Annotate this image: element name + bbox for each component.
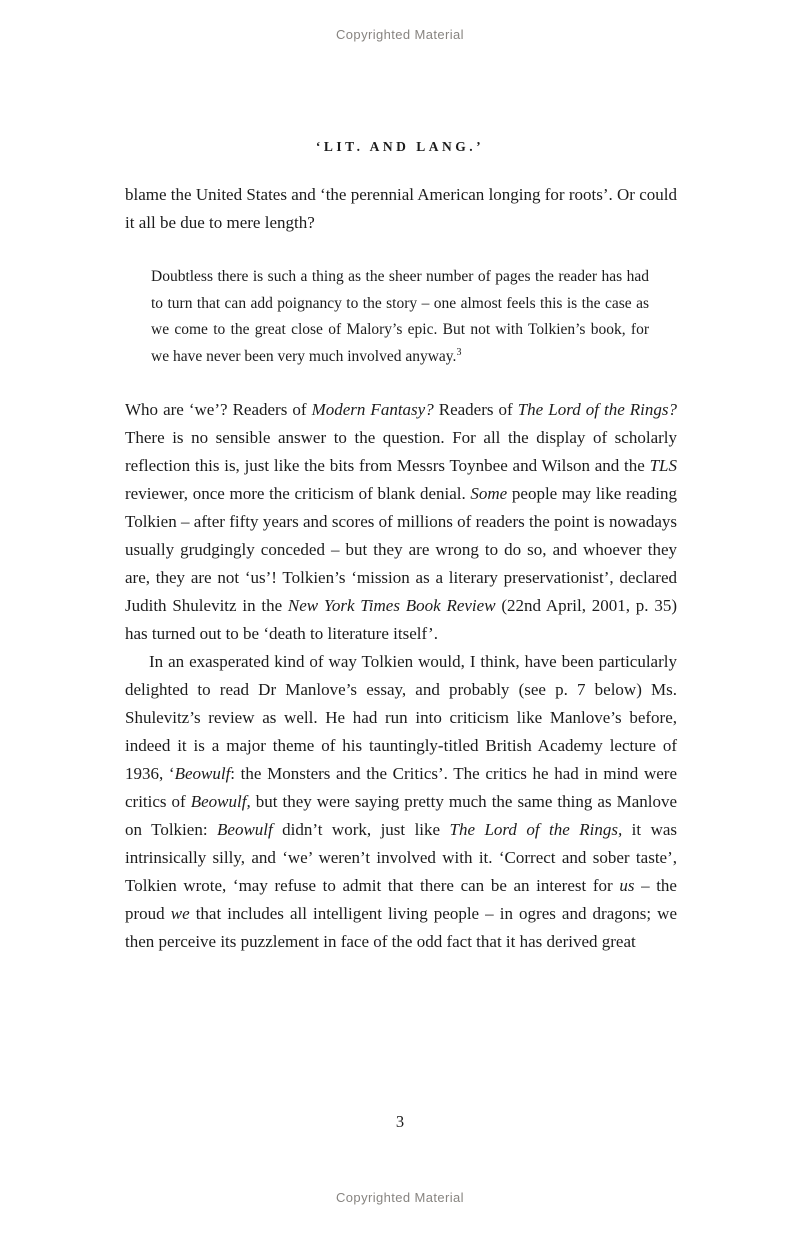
page-number: 3 — [395, 1112, 405, 1131]
chapter-running-header: ‘LIT. AND LANG.’ — [315, 139, 485, 154]
block-quote: Doubtless there is such a thing as the sheer number of pages the reader has had to turn that can add poignancy to the story – one almost feels this is the case as we come to the great close of Malory’s epic. But not with Tolkien’s book, for we have never been very much involved anyway.$^3$ — [151, 268, 649, 365]
paragraph-who-are-we: Who are ‘we’? Readers of Modern Fantasy? Readers of The Lord of the Rings? There is no sensible answer to the question. For all the display of scholarly reflection this is, just like the bits from Messrs Toynbee and Wilson and the TLS reviewer, once more the criticism of blank denial. Some people may like reading Tolkien – after fifty years and scores of millions of readers the point is nowadays usually grudgingly conceded – but they are wrong to do so, and whoever they are, they are not ‘us’! Tolkien’s ‘mission as a literary preservationist’, declared Judith Shulevitz in the New York Times Book Review (22nd April, 2001, p. 35) has turned out to be ‘death to literature itself’. — [125, 400, 678, 643]
text-block — [125, 181, 677, 956]
paragraph-intro: blame the United States and ‘the perennial American longing for roots’. Or could it all be due to mere length? — [125, 185, 677, 232]
paragraph-exasperated: In an exasperated kind of way Tolkien would, I think, have been particularly delighted to read Dr Manlove’s essay, and probably (see p. 7 below) Ms. Shulevitz’s review as well. He had run into criticism like Manlove’s before, indeed it is a major theme of his tauntingly-titled British Academy lecture of 1936, ‘Beowulf: the Monsters and the Critics’. The critics he had in mind were critics of Beowulf, but they were saying pretty much the same thing as Manlove on Tolkien: Beowulf didn’t work, just like The Lord of the Rings, it was intrinsically silly, and ‘we’ weren’t involved with it. ‘Correct and sober taste’, Tolkien wrote, ‘may refuse to admit that there can be an interest for us – the proud we that includes all intelligent living people – in ogres and dragons; we then perceive its puzzlement in face of the odd fact that it has derived great — [125, 652, 678, 951]
copyright-notice-top: Copyrighted Material — [336, 27, 464, 42]
copyright-notice-bottom: Copyrighted Material — [336, 1190, 464, 1205]
